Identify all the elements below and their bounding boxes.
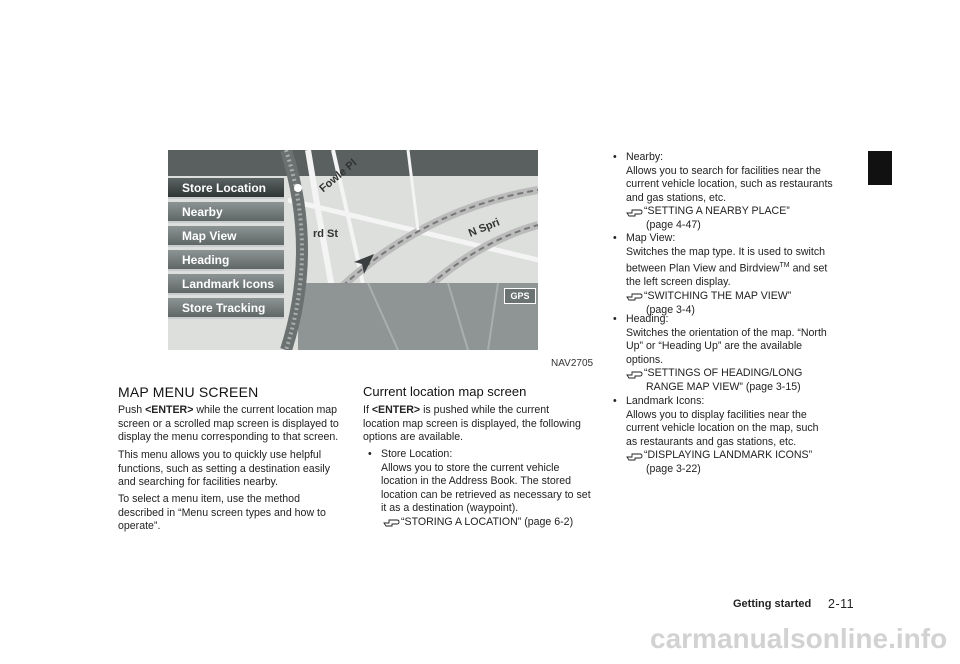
- menu-item-store-location[interactable]: Store Location: [168, 178, 284, 199]
- street-label: N Spri: [466, 216, 502, 240]
- text: Push: [118, 404, 143, 416]
- list-item-landmark-icons: [613, 395, 845, 477]
- figure-code: NAV2705: [551, 358, 594, 369]
- text: Switches the orientation of the map. “North: [626, 326, 827, 339]
- bullet: •: [613, 313, 617, 325]
- footer-section-title: Getting started: [733, 598, 812, 610]
- text: Allows you to display facilities near the: [626, 408, 807, 421]
- street-label: rd St: [313, 228, 339, 240]
- watermark: carmanualsonline.info: [650, 623, 948, 654]
- text: This menu allows you to quickly use helpful: [118, 449, 322, 461]
- text: options are available.: [363, 431, 464, 444]
- enter-key-label: <ENTER>: [145, 404, 194, 416]
- text: Store Location:: [381, 448, 453, 460]
- cross-reference-link[interactable]: “DISPLAYING LANDMARK ICONS”: [644, 449, 813, 462]
- text: while the current location map: [196, 404, 338, 416]
- text: described in “Menu screen types and how to: [118, 506, 326, 519]
- text: and gas stations, etc.: [626, 191, 727, 204]
- text: location in the Address Book. The stored: [381, 475, 572, 488]
- menu-item-map-view[interactable]: Map View: [168, 226, 284, 247]
- text: and searching for facilities nearby.: [118, 476, 278, 489]
- chapter-tab-marker: [868, 151, 892, 185]
- text: (page 3-4): [646, 303, 695, 316]
- col1-paragraph-3: [118, 493, 346, 534]
- pointing-hand-icon: [626, 207, 644, 217]
- text: (page 3-22): [646, 462, 701, 475]
- map-menu-screenshot: [168, 150, 538, 350]
- menu-item-heading[interactable]: Heading: [168, 250, 284, 271]
- cross-reference-link[interactable]: “SETTING A NEARBY PLACE”: [644, 205, 790, 218]
- text: Allows you to search for facilities near the: [626, 164, 821, 177]
- text: the left screen display.: [626, 276, 731, 289]
- text: as restaurants and gas stations, etc.: [626, 435, 797, 448]
- text: current vehicle location on the map, such: [626, 422, 819, 435]
- cross-reference-link[interactable]: “SETTINGS OF HEADING/LONG: [644, 367, 803, 380]
- enter-key-label: <ENTER>: [371, 404, 421, 416]
- text: is pushed while the current: [423, 404, 550, 416]
- text: If: [363, 404, 369, 416]
- pointing-hand-icon: [626, 291, 644, 301]
- text: and set: [792, 262, 828, 275]
- text: Up” or “Heading Up” are the available: [626, 340, 803, 353]
- page-heading: MAP MENU SCREEN: [118, 384, 259, 400]
- text: options.: [626, 353, 664, 366]
- cross-reference-link[interactable]: “STORING A LOCATION” (page 6-2): [401, 515, 574, 528]
- pointing-hand-icon: [383, 517, 401, 527]
- text: display the menu corresponding to that screen.: [118, 431, 339, 444]
- bullet: •: [613, 151, 617, 163]
- text: Allows you to store the current vehicle: [381, 461, 560, 474]
- text: functions, such as setting a destination easily: [118, 462, 330, 475]
- text: screen or a scrolled map screen is displayed to: [118, 417, 339, 430]
- col1-paragraph-1: [118, 404, 346, 445]
- text: Map View:: [626, 232, 676, 244]
- menu-item-store-tracking[interactable]: Store Tracking: [168, 298, 284, 319]
- list-item-heading: [613, 313, 845, 395]
- bullet: •: [368, 448, 372, 460]
- bullet: •: [613, 395, 617, 407]
- footer-page-number: 2-11: [828, 597, 855, 611]
- text: location can be retrieved as necessary to set: [381, 488, 591, 501]
- text: Landmark Icons:: [626, 395, 705, 407]
- cross-reference-link[interactable]: “SWITCHING THE MAP VIEW”: [644, 289, 792, 302]
- text: it as a destination (waypoint).: [381, 502, 519, 515]
- text: between Plan View and Birdview: [626, 262, 780, 275]
- text: current vehicle location, such as restaurants: [626, 178, 833, 191]
- pointing-hand-icon: [626, 369, 644, 379]
- text: Switches the map type. It is used to switch: [626, 245, 826, 258]
- list-item-map-view: [613, 232, 845, 317]
- col1-paragraph-2: [118, 449, 346, 490]
- text: location map screen is displayed, the following: [363, 417, 581, 430]
- gps-badge: GPS: [504, 288, 536, 304]
- menu-item-landmark-icons[interactable]: Landmark Icons: [168, 274, 284, 295]
- pointing-hand-icon: [626, 451, 644, 461]
- text: Nearby:: [626, 151, 664, 163]
- col2-intro: [363, 404, 595, 445]
- text: Heading:: [626, 313, 669, 325]
- text: RANGE MAP VIEW” (page 3-15): [646, 380, 801, 393]
- section-heading: Current location map screen: [363, 384, 527, 399]
- bullet: •: [613, 232, 617, 244]
- text: operate”.: [118, 520, 161, 533]
- street-label: Fowle Pl: [317, 157, 360, 195]
- list-item-nearby: [613, 151, 845, 233]
- menu-item-nearby[interactable]: Nearby: [168, 202, 284, 223]
- text: To select a menu item, use the method: [118, 493, 300, 505]
- trademark: TM: [779, 262, 790, 270]
- text: (page 4-47): [646, 218, 701, 231]
- list-item-store-location: [368, 448, 598, 530]
